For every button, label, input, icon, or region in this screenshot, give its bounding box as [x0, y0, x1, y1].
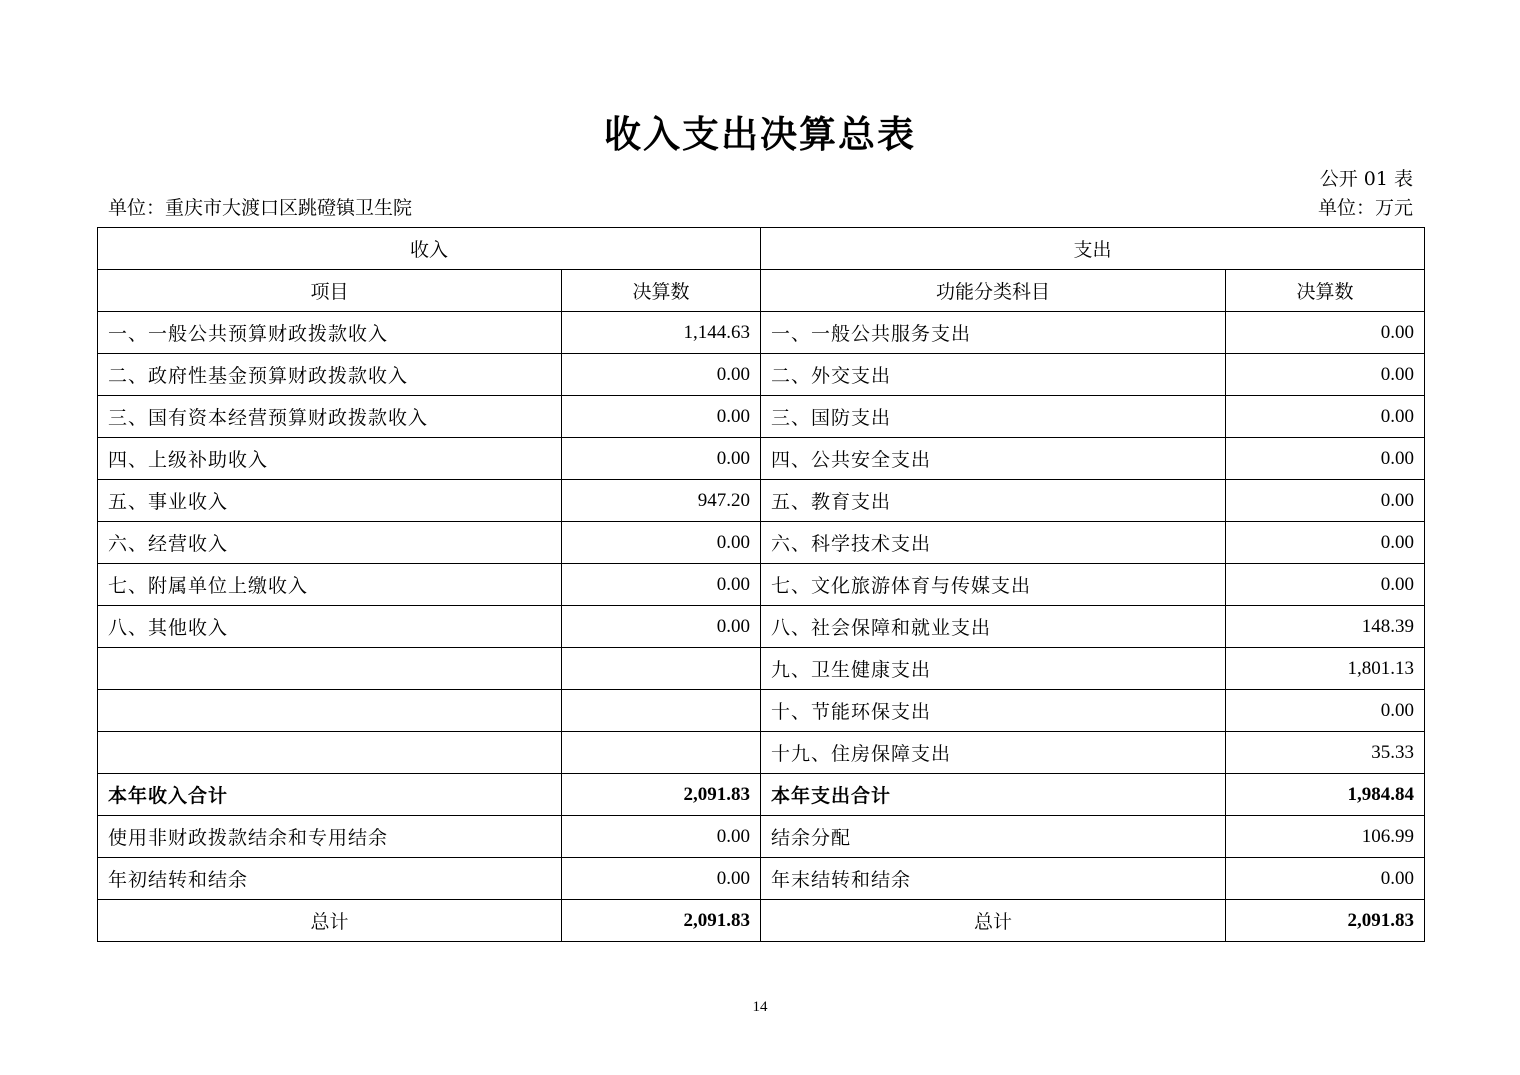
income-amount — [562, 732, 761, 774]
expense-item-label: 年末结转和结余 — [761, 858, 1226, 900]
expense-amount: 35.33 — [1226, 732, 1425, 774]
table-row — [98, 396, 1425, 438]
income-item-label: 四、上级补助收入 — [98, 438, 562, 480]
expense-item-label: 十九、住房保障支出 — [761, 732, 1226, 774]
expense-amount: 1,801.13 — [1226, 648, 1425, 690]
function-item-column-header: 功能分类科目 — [761, 270, 1226, 312]
expense-item-label: 总计 — [761, 900, 1226, 942]
table-row — [98, 522, 1425, 564]
expense-item-label: 九、卫生健康支出 — [761, 648, 1226, 690]
income-item-label: 五、事业收入 — [98, 480, 562, 522]
total-row — [98, 900, 1425, 942]
expense-amount: 0.00 — [1226, 312, 1425, 354]
table-row — [98, 648, 1425, 690]
income-amount: 2,091.83 — [562, 900, 761, 942]
expense-item-label: 八、社会保障和就业支出 — [761, 606, 1226, 648]
expense-item-label: 七、文化旅游体育与传媒支出 — [761, 564, 1226, 606]
income-item-label: 七、附属单位上缴收入 — [98, 564, 562, 606]
expense-item-label: 结余分配 — [761, 816, 1226, 858]
income-item-label: 本年收入合计 — [98, 774, 562, 816]
table-row — [98, 858, 1425, 900]
income-item-label: 六、经营收入 — [98, 522, 562, 564]
income-amount — [562, 648, 761, 690]
expense-amount: 0.00 — [1226, 690, 1425, 732]
income-item-label: 一、一般公共预算财政拨款收入 — [98, 312, 562, 354]
expense-amount: 0.00 — [1226, 354, 1425, 396]
expense-item-label: 六、科学技术支出 — [761, 522, 1226, 564]
subtotal-row — [98, 774, 1425, 816]
income-amount: 0.00 — [562, 564, 761, 606]
expense-item-label: 四、公共安全支出 — [761, 438, 1226, 480]
income-item-label — [98, 690, 562, 732]
table-row — [98, 354, 1425, 396]
expense-item-label: 二、外交支出 — [761, 354, 1226, 396]
expense-item-label: 五、教育支出 — [761, 480, 1226, 522]
expense-amount: 0.00 — [1226, 480, 1425, 522]
table-row — [98, 606, 1425, 648]
income-amount — [562, 690, 761, 732]
page-number: 14 — [752, 999, 768, 1015]
income-item-label: 年初结转和结余 — [98, 858, 562, 900]
column-header-row — [98, 270, 1425, 312]
expense-amount: 0.00 — [1226, 564, 1425, 606]
table-row — [98, 690, 1425, 732]
expense-amount: 1,984.84 — [1226, 774, 1425, 816]
expense-amount: 0.00 — [1226, 438, 1425, 480]
income-amount: 0.00 — [562, 396, 761, 438]
income-amount: 0.00 — [562, 858, 761, 900]
income-item-label — [98, 648, 562, 690]
table-row — [98, 816, 1425, 858]
income-item-label: 使用非财政拨款结余和专用结余 — [98, 816, 562, 858]
expense-amount: 2,091.83 — [1226, 900, 1425, 942]
income-amount: 0.00 — [562, 354, 761, 396]
income-amount: 0.00 — [562, 606, 761, 648]
table-row — [98, 438, 1425, 480]
table-row — [98, 480, 1425, 522]
table-row — [98, 732, 1425, 774]
section-header-row — [98, 228, 1425, 270]
table-row — [98, 564, 1425, 606]
item-column-header: 项目 — [98, 270, 562, 312]
income-amount: 0.00 — [562, 438, 761, 480]
amount2-column-header: 决算数 — [1226, 270, 1425, 312]
income-item-label: 三、国有资本经营预算财政拨款收入 — [98, 396, 562, 438]
income-header: 收入 — [98, 228, 761, 270]
income-amount: 1,144.63 — [562, 312, 761, 354]
income-amount: 2,091.83 — [562, 774, 761, 816]
expense-item-label: 十、节能环保支出 — [761, 690, 1226, 732]
amount-column-header: 决算数 — [562, 270, 761, 312]
expense-item-label: 本年支出合计 — [761, 774, 1226, 816]
expense-item-label: 一、一般公共服务支出 — [761, 312, 1226, 354]
income-amount: 947.20 — [562, 480, 761, 522]
expense-item-label: 三、国防支出 — [761, 396, 1226, 438]
page-title: 收入支出决算总表 — [604, 113, 916, 156]
expense-header: 支出 — [761, 228, 1425, 270]
income-item-label: 二、政府性基金预算财政拨款收入 — [98, 354, 562, 396]
expense-amount: 0.00 — [1226, 522, 1425, 564]
expense-amount: 148.39 — [1226, 606, 1425, 648]
expense-amount: 106.99 — [1226, 816, 1425, 858]
income-amount: 0.00 — [562, 522, 761, 564]
income-item-label: 总计 — [98, 900, 562, 942]
income-item-label — [98, 732, 562, 774]
income-amount: 0.00 — [562, 816, 761, 858]
expense-amount: 0.00 — [1226, 396, 1425, 438]
expense-amount: 0.00 — [1226, 858, 1425, 900]
unit-name: 单位：重庆市大渡口区跳磴镇卫生院 — [108, 197, 413, 219]
income-expense-table — [97, 227, 1425, 942]
currency-unit: 单位：万元 — [1317, 197, 1413, 219]
table-row — [98, 312, 1425, 354]
form-number: 公开 01 表 — [1319, 168, 1413, 190]
income-item-label: 八、其他收入 — [98, 606, 562, 648]
